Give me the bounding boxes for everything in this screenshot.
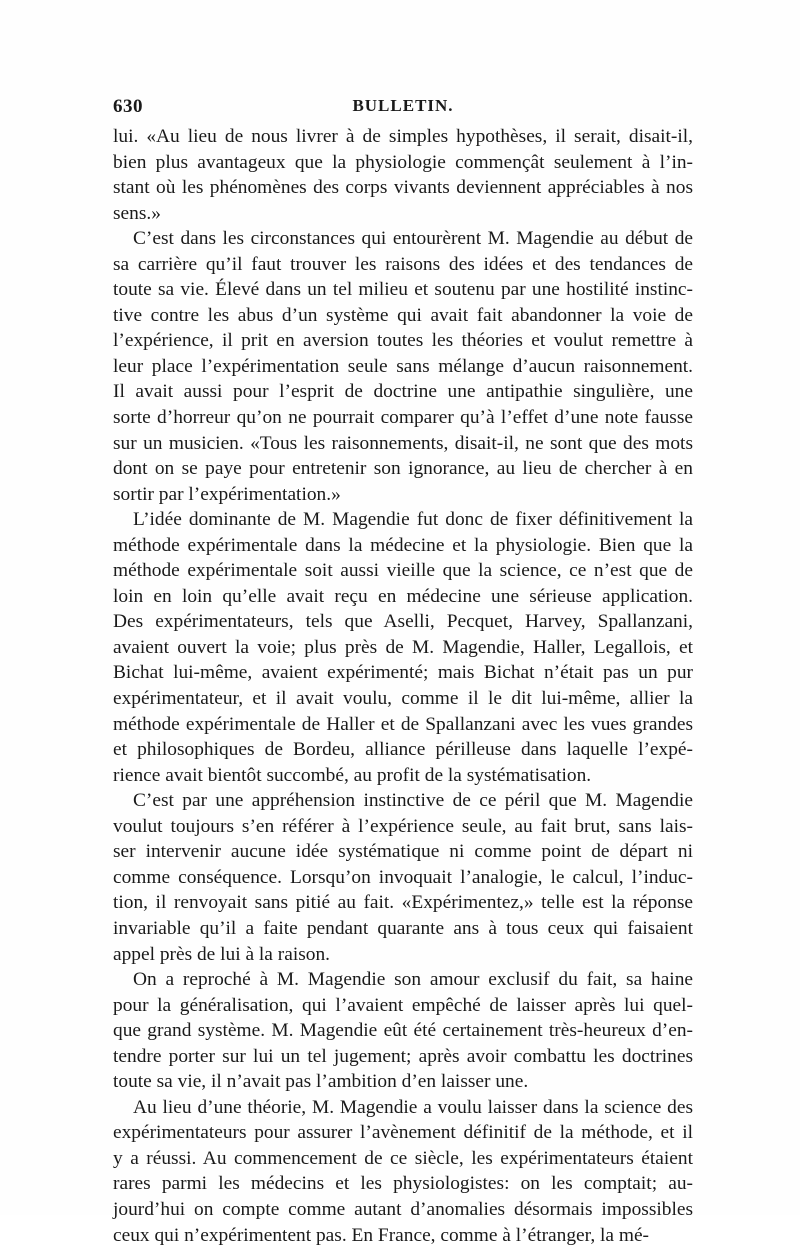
text-line: C’est dans les circonstances qui entourèrent M. Magendie au début de [133, 228, 693, 250]
text-line: méthode expérimentale de Haller et de Spallanzani avec les vues grandes [113, 713, 693, 735]
text-line: y a réussi. Au commencement de ce siècle, les expérimentateurs étaient [113, 1147, 693, 1169]
text-line: L’idée dominante de M. Magendie fut donc de fixer définitivement la [133, 509, 693, 531]
text-line: expérimentateurs pour assurer l’avènement définitif de la méthode, et il [113, 1122, 693, 1144]
paragraph [113, 1095, 693, 1248]
text-line: sorte d’horreur qu’on ne pourrait comparer qu’à l’effet d’une note fausse [113, 407, 693, 429]
text-line: jourd’hui on compte comme autant d’anomalies désormais impossibles [113, 1198, 693, 1220]
text-line: l’expérience, il prit en aversion toutes les théories et voulut remettre à [113, 330, 693, 352]
page-number: 630 [113, 96, 143, 117]
text-line: méthode expérimentale soit aussi vieille que la science, ce n’est que de [113, 560, 693, 582]
text-line: ceux qui n’expérimentent pas. En France, comme à l’étranger, la mé- [113, 1224, 650, 1246]
text-line: méthode expérimentale dans la médecine et la physiologie. Bien que la [113, 534, 693, 556]
text-line: Bichat lui-même, avaient expérimenté; mais Bichat n’était pas un pur [113, 662, 693, 684]
text-line: avaient ouvert la voie; plus près de M. Magendie, Haller, Legallois, et [113, 636, 693, 658]
text-line: voulut toujours s’en référer à l’expérience seule, au fait brut, sans lais- [113, 815, 693, 837]
text-line: C’est par une appréhension instinctive de ce péril que M. Magendie [133, 790, 693, 812]
text-line: rience avait bientôt succombé, au profit de la systématisation. [113, 764, 592, 786]
text-line: invariable qu’il a faite pendant quarante ans à tous ceux qui faisaient [113, 917, 693, 939]
text-line: tive contre les abus d’un système qui avait fait abandonner la voie de [113, 304, 693, 326]
body-text [113, 124, 693, 1248]
text-line: sortir par l’expérimentation.» [113, 483, 341, 505]
paragraph [113, 967, 693, 1095]
paragraph [113, 507, 693, 788]
text-line: rares parmi les médecins et les physiologistes: on les comptait; au- [113, 1173, 693, 1195]
text-line: sur un musicien. «Tous les raisonnements, disait-il, ne sont que des mots [113, 432, 693, 454]
text-line: toute sa vie, il n’avait pas l’ambition d’en laisser une. [113, 1071, 529, 1093]
text-line: stant où les phénomènes des corps vivants deviennent appréciables à nos [113, 177, 693, 199]
text-line: comme conséquence. Lorsqu’on invoquait l’analogie, le calcul, l’induc- [113, 866, 693, 888]
page-header [113, 96, 693, 122]
text-line: appel près de lui à la raison. [113, 943, 330, 965]
text-line: tendre porter sur lui un tel jugement; après avoir combattu les doctrines [113, 1045, 693, 1067]
text-line: bien plus avantageux que la physiologie commençât seulement à l’in- [113, 151, 693, 173]
text-line: dont on se paye pour entretenir son ignorance, au lieu de chercher à en [113, 458, 693, 480]
paragraph [113, 226, 693, 507]
text-line: Au lieu d’une théorie, M. Magendie a voulu laisser dans la science des [133, 1096, 693, 1118]
text-line: sens.» [113, 202, 161, 224]
text-line: Des expérimentateurs, tels que Aselli, Pecquet, Harvey, Spallanzani, [113, 611, 693, 633]
text-line: que grand système. M. Magendie eût été certainement très-heureux d’en- [113, 1020, 693, 1042]
text-line: Il avait aussi pour l’esprit de doctrine une antipathie singulière, une [113, 381, 693, 403]
running-head: BULLETIN. [352, 96, 454, 115]
text-line: leur place l’expérimentation seule sans mélange d’aucun raisonnement. [113, 355, 693, 377]
text-line: toute sa vie. Élevé dans un tel milieu et soutenu par une hostilité instinc- [113, 279, 693, 301]
text-line: sa carrière qu’il faut trouver les raisons des idées et des tendances de [113, 253, 693, 275]
text-line: tion, il renvoyait sans pitié au fait. «Expérimentez,» telle est la réponse [113, 892, 693, 914]
text-line: ser intervenir aucune idée systématique ni comme point de départ ni [113, 841, 693, 863]
text-line: On a reproché à M. Magendie son amour exclusif du fait, sa haine [133, 969, 693, 991]
paragraph [113, 788, 693, 967]
text-line: expérimentateur, et il avait voulu, comme il le dit lui-même, allier la [113, 688, 693, 710]
text-line: loin en loin qu’elle avait reçu en médecine une sérieuse application. [113, 585, 693, 607]
text-line: pour la généralisation, qui l’avaient empêché de laisser après lui quel- [113, 994, 693, 1016]
text-line: lui. «Au lieu de nous livrer à de simples hypothèses, il serait, disait-il, [113, 126, 693, 147]
text-line: et philosophiques de Bordeu, alliance périlleuse dans laquelle l’expé- [113, 739, 693, 761]
paragraph [113, 124, 693, 226]
